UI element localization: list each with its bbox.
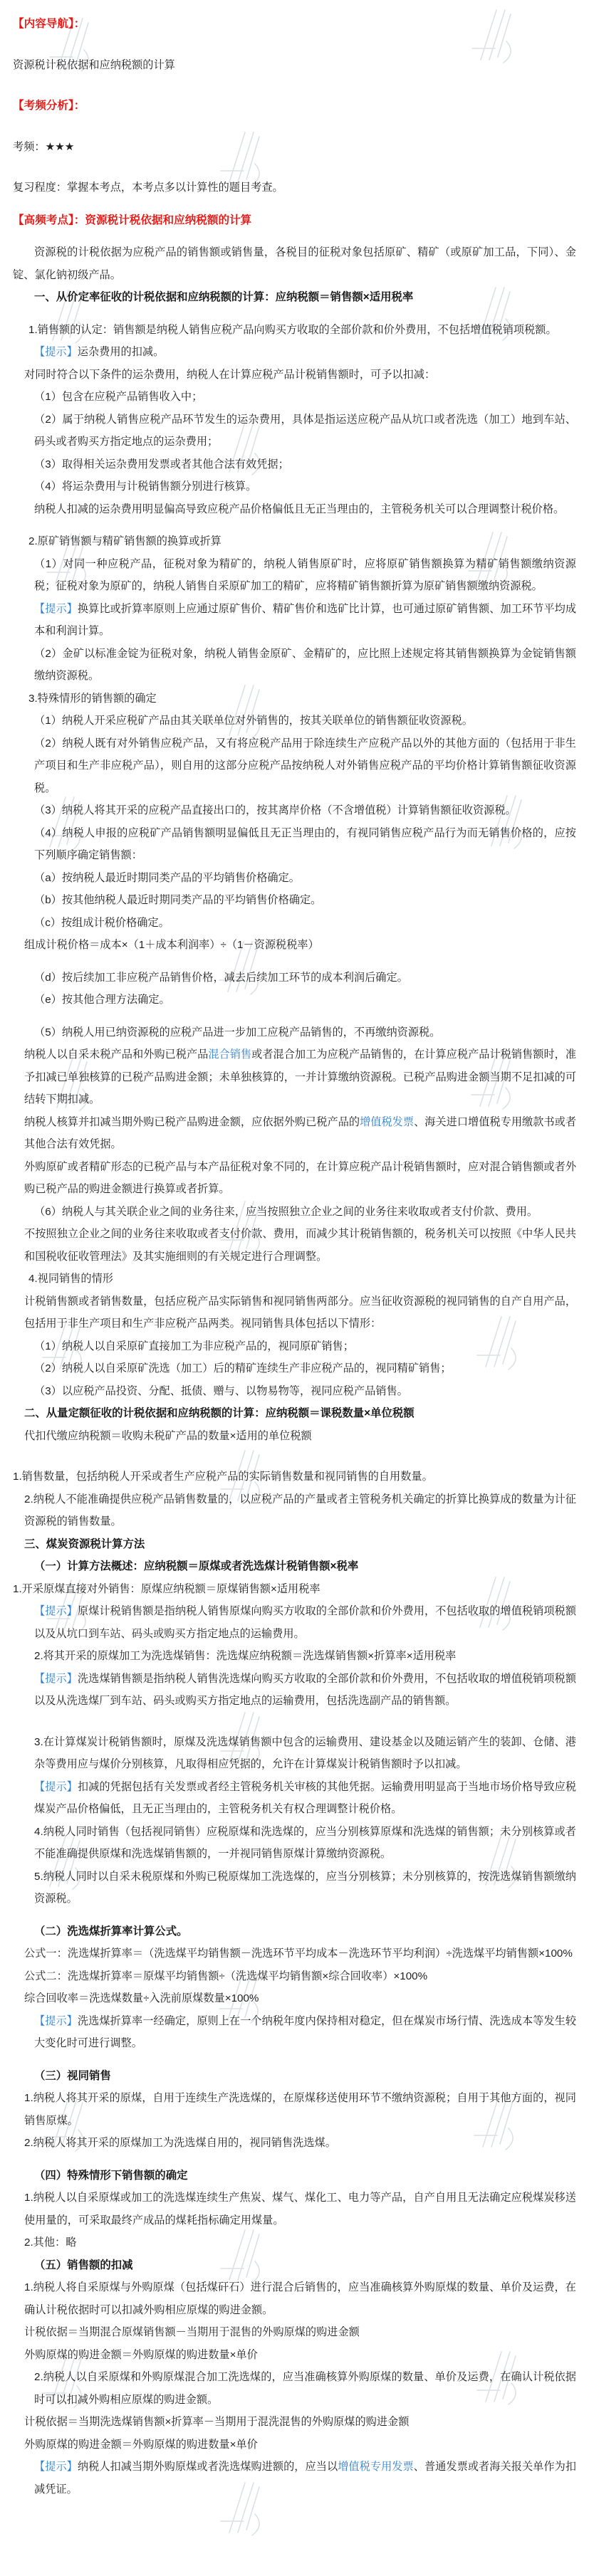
exam-frequency-label: 【考频分析】： bbox=[13, 100, 85, 112]
order-item: （b）按其他纳税人最近时期同类产品的平均销售价格确定。 bbox=[34, 894, 322, 906]
invoice-text-a: 纳税人核算并扣减当期外购已税产品购进金额，应依据外购已税产品的 bbox=[24, 1115, 360, 1128]
formula-recovery-rate: 综合回收率＝洗选煤数量÷入洗前原煤数量×100% bbox=[24, 1992, 259, 2004]
section-1-item-3-3: （3）纳税人将其开采的应税产品直接出口的，按其离岸价格（不含增值税）计算销售额征收资源税。 bbox=[34, 804, 516, 816]
section-3-5-formula-4: 外购原煤的购进金额＝外购原煤的购进数量×单价 bbox=[24, 2438, 258, 2451]
document-body bbox=[13, 13, 576, 2501]
intro-paragraph: 资源税的计税依据为应税产品的销售额或销售量，各税目的征税对象包括原矿、精矿（或原矿加工品，下同）、金锭、氯化钠初级产品。 bbox=[13, 246, 576, 281]
tip-2 bbox=[13, 598, 576, 643]
section-3-heading: 三、煤炭资源税计算方法 bbox=[24, 1537, 145, 1550]
section-2-item-1: 1.销售数量，包括纳税人开采或者生产应税产品的实际销售数量和视同销售的自用数量。 bbox=[13, 1471, 433, 1483]
section-2-heading: 二、从量定额征收的计税依据和应纳税额的计算：应纳税额＝课税数量×单位税额 bbox=[24, 1407, 415, 1419]
section-1-item-3-6-b: 不按照独立企业之间的业务往来收取或者支付价款、费用，而减少其计税销售额的，税务机关可以按照《中华人民共和国税收征收管理法》及其实施细则的有关规定进行合理调整。 bbox=[24, 1228, 576, 1263]
section-1-item-1: 1.销售额的认定：销售额是纳税人销售应税产品向购买方收取的全部价款和价外费用，不包括增值税销项税额。 bbox=[28, 323, 557, 336]
section-3-5-formula-1: 计税依据＝当期混合原煤销售额－当期用于混售的外购原煤的购进金额 bbox=[24, 2326, 360, 2338]
section-3-5-1: 1.纳税人将自采原煤与外购原煤（包括煤矸石）进行混合后销售的，应当准确核算外购原煤的数量、单价及运费，在确认计税依据时可以扣减外购相应原煤的购进金额。 bbox=[24, 2281, 576, 2316]
tip-label: 【提示】 bbox=[34, 2461, 78, 2473]
order-item: （c）按组成计税价格确定。 bbox=[34, 916, 170, 929]
condition-item: （4）将运杂费用与计税销售额分别进行核算。 bbox=[34, 480, 257, 493]
condition-item: （2）属于纳税人销售应税产品环节发生的运杂费用，具体是指运送应税产品从坑口或者洗选（加工）地到车站、码头或者购买方指定地点的运杂费用； bbox=[34, 413, 576, 448]
invoice-text-b: 、海关进口增值税专用缴款书或者其他合法有效凭据。 bbox=[24, 1115, 577, 1150]
tip-text: 扣减的凭据包括有关发票或者经主管税务机关审核的其他凭据。运输费用明显高于当地市场价格导致应税煤炭产品价格偏低，且无正当理由的，主管税务机关有权合理调整计税价格。 bbox=[34, 1780, 577, 1815]
tip-label: 【提示】 bbox=[34, 2014, 78, 2027]
order-item: （d）按后续加工非应税产品销售价格，减去后续加工环节的成本利润后确定。 bbox=[34, 971, 408, 984]
section-3-1-1: 1.开采原煤直接对外销售：原煤应纳税额＝原煤销售额×适用税率 bbox=[13, 1582, 320, 1595]
condition-item: （3）取得相关运杂费用发票或者其他合法有效凭据； bbox=[34, 458, 289, 470]
section-3-4-1: 1.纳税人以自采原煤或加工的洗选煤连续生产焦炭、煤气、煤化工、电力等产品，自产自用且无法确定应税煤炭移送使用量的，可采取最终产成品的煤耗指标确定用煤量。 bbox=[24, 2192, 576, 2227]
tip-1-body: 对同时符合以下条件的运杂费用，纳税人在计算应税产品计税销售额时，可予以扣减： bbox=[24, 368, 436, 381]
section-2-formula: 代扣代缴应纳税额＝收购未税矿产品的数量×适用的单位税额 bbox=[24, 1429, 312, 1442]
deemed-sale-item: （3）以应税产品投资、分配、抵债、赠与、以物易物等，视同应税产品销售。 bbox=[34, 1384, 408, 1397]
section-3-sub-2-heading: （二）洗选煤折算率计算公式。 bbox=[34, 1925, 188, 1938]
deemed-sale-item: （2）纳税人以自采原矿洗选（加工）后的精矿连续生产非应税产品的，视同精矿销售； bbox=[34, 1362, 452, 1374]
section-1-item-3-5: （5）纳税人用已纳资源税的应税产品进一步加工应税产品销售的，不再缴纳资源税。 bbox=[34, 1026, 441, 1039]
section-1-item-3-4: （4）纳税人申报的应税矿产品销售额明显偏低且无正当理由的，有视同销售应税产品行为而无销售价格的，应按下列顺序确定销售额： bbox=[34, 826, 576, 861]
tip-3 bbox=[13, 1600, 576, 1645]
section-3-1-5: 5.纳税人同时以自采未税原煤和外购已税原煤加工洗选煤的，应当分别核算；未分别核算的，按洗选煤销售额缴纳资源税。 bbox=[34, 1870, 576, 1905]
order-item: （a）按纳税人最近时期同类产品的平均销售价格确定。 bbox=[34, 871, 300, 884]
condition-item: （1）包含在应税产品销售收入中； bbox=[34, 391, 203, 403]
mixed-sales-paragraph bbox=[13, 1043, 576, 1111]
section-2-item-2: 2.纳税人不能准确提供应税产品销售数量的，以应税产品的产量或者主管税务机关确定的折算比换算成的数量为计征资源税的销售数量。 bbox=[24, 1493, 576, 1528]
tip-text: 运杂费用的扣减。 bbox=[77, 346, 165, 358]
section-3-sub-5-heading: （五）销售额的扣减 bbox=[34, 2259, 133, 2271]
section-3-sub-3-heading: （三）视同销售 bbox=[34, 2069, 111, 2082]
section-1-item-3: 3.特殊情形的销售额的确定 bbox=[28, 692, 157, 705]
invoice-paragraph bbox=[13, 1111, 576, 1156]
formula-composite-tax-price: 组成计税价格＝成本×（1＋成本利润率）÷（1－资源税税率） bbox=[24, 939, 319, 951]
section-1-item-2-1: （1）对同一种应税产品，征税对象为精矿的，纳税人销售原矿时，应将原矿销售额换算为精矿销售额缴纳资源税；征税对象为原矿的，纳税人销售自采原矿加工的精矿，应将精矿销售额折算为原矿销售额缴纳资源税。 bbox=[34, 557, 576, 592]
deemed-sale-item: （1）纳税人以自采原矿直接加工为非应税产品的，视同原矿销售； bbox=[34, 1340, 354, 1352]
tip-7 bbox=[13, 2456, 576, 2501]
mixed-sales-highlight[interactable]: 混合销售 bbox=[208, 1048, 252, 1061]
exam-frequency-stars: 考频：★★★ bbox=[13, 140, 75, 153]
section-3-sub-4-heading: （四）特殊情形下销售额的确定 bbox=[34, 2169, 188, 2182]
tip-text-a: 纳税人扣减当期外购原煤或者洗选煤购进额的，应当以 bbox=[77, 2461, 338, 2473]
section-3-5-formula-2: 外购原煤的购进金额＝外购原煤的购进数量×单价 bbox=[24, 2348, 258, 2361]
section-3-sub-1-heading: （一）计算方法概述：应纳税额＝原煤或者洗选煤计税销售额×税率 bbox=[34, 1560, 359, 1572]
section-1-item-4-body: 计税销售额或者销售数量，包括应税产品实际销售和视同销售两部分。应当征收资源税的视同销售的自产自用产品，包括用于非生产项目和生产非应税产品两类。视同销售具体包括以下情形： bbox=[24, 1295, 576, 1330]
section-3-3-2: 2.纳税人将其开采的原煤加工为洗选煤自用的，视同销售洗选煤。 bbox=[24, 2137, 336, 2149]
special-vat-invoice-highlight[interactable]: 增值税专用发票 bbox=[338, 2461, 414, 2473]
section-1-item-3-2: （2）纳税人既有对外销售应税产品，又有将应税产品用于除连续生产应税产品以外的其他方面的（包括用于非生产项目和生产非应税产品），则自用的这部分应税产品按纳税人对外销售应税产品的平均价格计算销售额征收资源税。 bbox=[34, 737, 576, 794]
order-item: （e）按其他合理方法确定。 bbox=[34, 994, 170, 1006]
condition-closing-paragraph: 纳税人扣减的运杂费用明显偏高导致应税产品价格偏低且无正当理由的，主管税务机关可以合理调整计税价格。 bbox=[34, 503, 565, 515]
section-1-item-3-6: （6）纳税人与其关联企业之间的业务往来，应当按照独立企业之间的业务往来收取或者支付价款、费用。 bbox=[34, 1205, 538, 1218]
tip-text: 原煤计税销售额是指纳税人销售原煤向购买方收取的全部价款和价外费用，不包括收取的增值税销项税额以及从坑口到车站、码头或购买方指定地点的运输费用。 bbox=[34, 1605, 577, 1640]
section-3-5-2: 2.纳税人以自采原煤和外购原煤混合加工洗选煤的，应当准确核算外购原煤的数量、单价及运费，在确认计税依据时可以扣减外购相应原煤的购进金额。 bbox=[34, 2371, 576, 2406]
tip-1 bbox=[13, 341, 576, 364]
tip-text: 洗选煤折算率一经确定，原则上在一个纳税年度内保持相对稳定，但在煤炭市场行情、洗选成本等发生较大变化时可进行调整。 bbox=[34, 2014, 577, 2049]
review-level-line: 复习程度：掌握本考点，本考点多以计算性的题目考查。 bbox=[13, 182, 283, 194]
tip-text: 洗选煤销售额是指纳税人销售洗选煤向购买方收取的全部价款和价外费用，不包括收取的增值税销项税额以及从洗选煤厂到车站、码头或购买方指定地点的运输费用，包括洗选副产品的销售额。 bbox=[34, 1672, 577, 1707]
formula-two: 公式二：洗选煤折算率＝原煤平均销售额÷（洗选煤平均销售额×综合回收率）×100% bbox=[24, 1970, 428, 1982]
section-1-heading: 一、从价定率征收的计税依据和应纳税额的计算：应纳税额＝销售额×适用税率 bbox=[34, 291, 414, 303]
section-3-5-formula-3: 计税依据＝当期洗选煤销售额×折算率－当期用于混洗混售的外购原煤的购进金额 bbox=[24, 2416, 410, 2428]
tip-label: 【提示】 bbox=[34, 602, 78, 615]
mixed-sales-text-b: 或者混合加工为应税产品销售的，在计算应税产品计税销售额时，准予扣减已单独核算的已税产品购进金额；未单独核算的，一并计算缴纳资源税。已税产品购进金额当期不足扣减的可结转下期扣减。 bbox=[24, 1048, 577, 1105]
tip-text: 换算比或折算率原则上应通过原矿售价、精矿售价和选矿比计算，也可通过原矿销售额、加工环节平均成本和利润计算。 bbox=[34, 602, 577, 637]
tip-label: 【提示】 bbox=[34, 346, 78, 358]
hot-exam-point-heading: 【高频考点】：资源税计税依据和应纳税额的计算 bbox=[13, 214, 252, 226]
section-3-4-2: 2.其他：略 bbox=[24, 2236, 77, 2249]
mixed-sales-text-a: 纳税人以自采未税产品和外购已税产品 bbox=[24, 1048, 209, 1061]
content-nav-title: 资源税计税依据和应纳税额的计算 bbox=[13, 58, 175, 71]
section-1-item-2: 2.原矿销售额与精矿销售额的换算或折算 bbox=[28, 535, 221, 547]
section-1-item-4: 4.视同销售的情形 bbox=[28, 1273, 113, 1285]
tip-label: 【提示】 bbox=[34, 1780, 78, 1793]
tip-label: 【提示】 bbox=[34, 1605, 78, 1617]
conversion-paragraph: 外购原矿或者精矿形态的已税产品与本产品征税对象不同的，在计算应税产品计税销售额时，应对混合销售额或者外购已税产品的购进金额进行换算或者折算。 bbox=[24, 1160, 576, 1195]
section-3-1-4: 4.纳税人同时销售（包括视同销售）应税原煤和洗选煤的，应当分别核算原煤和洗选煤的销售额；未分别核算或者不能准确提供原煤和洗选煤销售额的，一并视同销售原煤计算缴纳资源税。 bbox=[34, 1825, 576, 1860]
tip-text-b: 、普通发票或者海关报关单作为扣减凭证。 bbox=[34, 2461, 577, 2496]
vat-invoice-highlight[interactable]: 增值税发票 bbox=[360, 1115, 415, 1128]
section-3-3-1: 1.纳税人将其开采的原煤，自用于连续生产洗选煤的，在原煤移送使用环节不缴纳资源税；自用于其他方面的，视同销售原煤。 bbox=[24, 2092, 576, 2127]
section-3-1-3: 3.在计算煤炭计税销售额时，原煤及洗选煤销售额中包含的运输费用、建设基金以及随运销产生的装卸、仓储、港杂等费用应与煤价分别核算，凡取得相应凭据的，允许在计算煤炭计税销售额时予以扣减。 bbox=[34, 1735, 576, 1770]
tip-4 bbox=[13, 1668, 576, 1713]
tip-6 bbox=[13, 2010, 576, 2055]
formula-one: 公式一：洗选煤折算率＝（洗选煤平均销售额－洗选环节平均成本－洗选环节平均利润）÷洗选煤平均销售额×100% bbox=[24, 1947, 573, 1960]
tip-label: 【提示】 bbox=[34, 1672, 78, 1685]
tip-5 bbox=[13, 1776, 576, 1821]
section-1-item-2-2: （2）金矿以标准金锭为征税对象，纳税人销售金原矿、金精矿的，应比照上述规定将其销售额换算为金锭销售额缴纳资源税。 bbox=[34, 647, 576, 682]
section-3-1-2: 2.将其开采的原煤加工为洗选煤销售：洗选煤应纳税额＝洗选煤销售额×折算率×适用税率 bbox=[34, 1650, 457, 1662]
section-1-item-3-1: （1）纳税人开采应税矿产品由其关联单位对外销售的，按其关联单位的销售额征收资源税。 bbox=[34, 715, 473, 727]
content-nav-label: 【内容导航】： bbox=[13, 18, 85, 30]
